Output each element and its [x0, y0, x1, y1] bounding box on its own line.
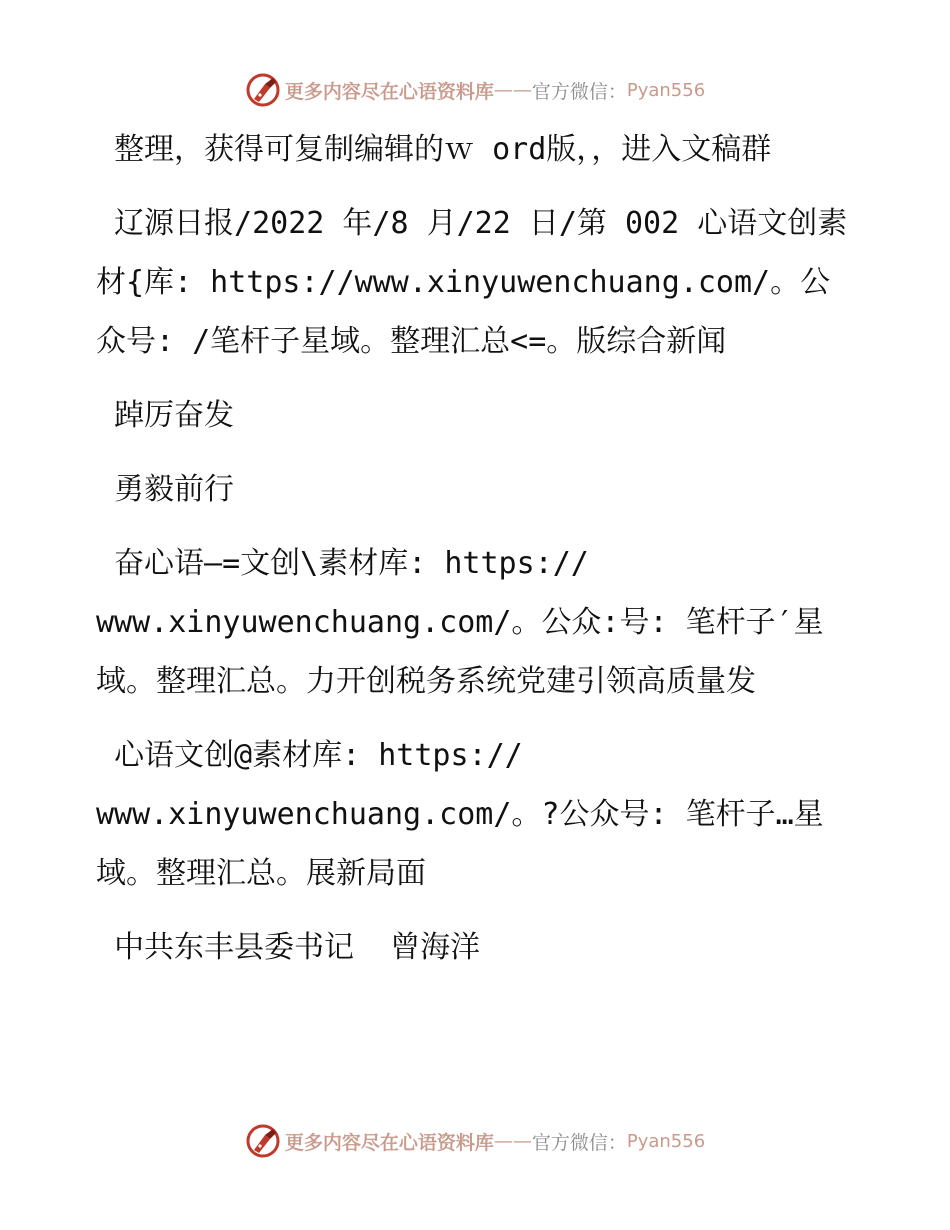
- paragraph-author: 中共东丰县委书记 曾海洋: [96, 930, 481, 965]
- paragraph-headline-1: 踔厉奋发: [96, 398, 235, 433]
- banner-text: 更多内容尽在心语资料库: [284, 80, 494, 103]
- paragraph-source-line: 辽源日报/2022 年/8 月/22 日/第 002 心语文创素材{库: https://www.xinyuwenchuang.com/。公众号: /笔杆子星域。整理汇总<=。版综合新闻: [96, 206, 848, 359]
- banner-dash: ——: [493, 1130, 532, 1152]
- pen-nib-logo-icon: [245, 72, 281, 108]
- banner-text: 更多内容尽在心语资料库: [284, 1131, 494, 1154]
- pen-nib-logo-icon: [245, 1123, 281, 1159]
- wechat-id: Pyan556: [626, 1130, 706, 1152]
- header-watermark-banner: [0, 70, 950, 110]
- banner-dash: ——: [493, 79, 532, 101]
- paragraph-subtitle-2: 心语文创@素材库: https:// www.xinyuwenchuang.com/。?公众号: 笔杆子…星域。整理汇总。展新局面: [96, 738, 824, 891]
- wechat-id: Pyan556: [626, 79, 706, 101]
- paragraph-subtitle-1: 奋心语—=文创\素材库: https:// www.xinyuwenchuang.com/。公众:号: 笔杆子′星域。整理汇总。力开创税务系统党建引领高质量发: [96, 546, 824, 699]
- footer-watermark-banner: [0, 1121, 950, 1161]
- paragraph-intro: 整理，获得可复制编辑的ｗ ord版，，进入文稿群: [96, 132, 772, 167]
- paragraph-headline-2: 勇毅前行: [96, 472, 235, 507]
- wechat-label: 官方微信：: [531, 80, 627, 103]
- document-body: [96, 120, 856, 992]
- wechat-label: 官方微信：: [531, 1131, 627, 1154]
